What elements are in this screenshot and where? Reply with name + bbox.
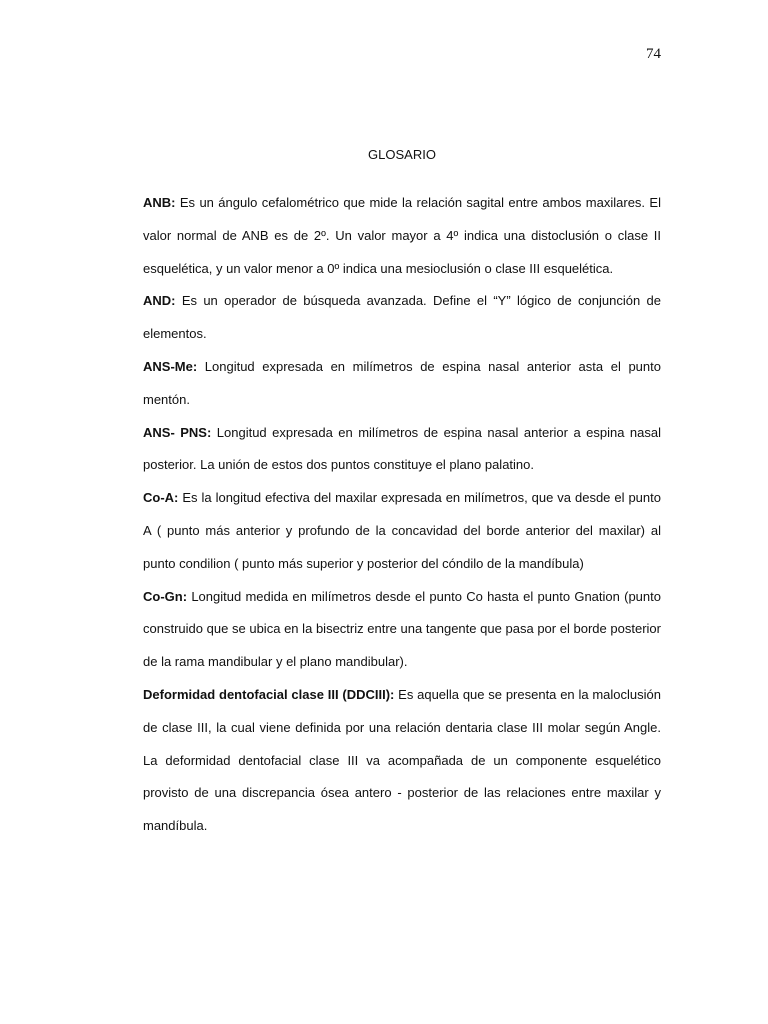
glossary-definition: Es un ángulo cefalométrico que mide la relación sagital entre ambos maxilares. El valor normal de ANB es de 2º. Un valor mayor a 4º indica una distoclusión o clase II esquelética, y un valor menor a 0º indica una mesioclusión o clase III esquelética. — [143, 195, 661, 276]
glossary-term: Deformidad dentofacial clase III (DDCIII): — [143, 686, 395, 702]
glossary-term: Co-A: — [143, 490, 179, 506]
glossary-term: ANB: — [143, 195, 176, 210]
glossary-entry-ddciii — [143, 679, 661, 843]
glossary-entry-co-gn — [143, 581, 661, 679]
glossary-entry-anb — [143, 187, 661, 285]
glossary-entry-co-a — [143, 482, 661, 580]
glossary-term: AND: — [143, 293, 176, 309]
glossary-term: ANS-Me: — [143, 358, 198, 374]
glossary-entry-ans-me — [143, 351, 661, 417]
glossary-term: Co-Gn: — [143, 588, 188, 604]
glossary-definition: Longitud expresada en milímetros de espina nasal anterior a espina nasal posterior. La unión de estos dos puntos constituye el plano palatino. — [143, 424, 661, 473]
glossary-entry-and — [143, 285, 661, 351]
glossary-list — [143, 187, 661, 843]
glossary-definition: Longitud medida en milímetros desde el punto Co hasta el punto Gnation (punto construido que se ubica en la bisectriz entre una tangente que pasa por el borde posterior de la rama mandibular y el plano mandibular). — [143, 588, 661, 670]
glossary-definition: Longitud expresada en milímetros de espina nasal anterior asta el punto mentón. — [143, 358, 661, 407]
page-number: 74 — [646, 46, 661, 62]
glossary-entry-ans-pns — [143, 417, 661, 483]
glossary-definition: Es un operador de búsqueda avanzada. Define el “Y” lógico de conjunción de elementos. — [143, 293, 661, 342]
glossary-definition: Es aquella que se presenta en la maloclusión de clase III, la cual viene definida por una relación dentaria clase III molar según Angle. La deformidad dentofacial clase III va acompañada de un componente esquelético provisto de una discrepancia ósea antero - posterior de las relaciones entre maxilar y mandíbula. — [143, 686, 661, 834]
glossary-definition: Es la longitud efectiva del maxilar expresada en milímetros, que va desde el punto A ( punto más anterior y profundo de la concavidad del borde anterior del maxilar) al punto condilion ( punto más superior y posterior del cóndilo de la mandíbula) — [143, 490, 661, 571]
page-title: GLOSARIO — [368, 147, 436, 162]
glossary-term: ANS- PNS: — [143, 424, 212, 440]
